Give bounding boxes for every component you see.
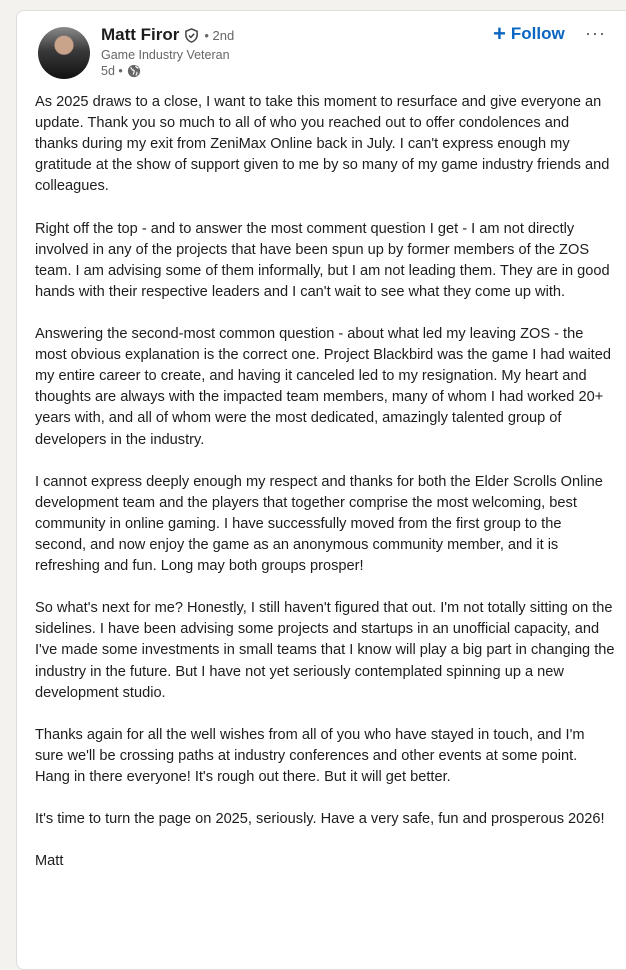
plus-icon: + <box>493 21 506 46</box>
post-card <box>16 10 626 970</box>
post-signature: Matt <box>35 853 64 870</box>
post-body <box>35 92 615 894</box>
globe-icon <box>127 64 141 78</box>
post-meta <box>101 64 141 78</box>
post-paragraph: I cannot express deeply enough my respect and thanks for both the Elder Scrolls Online development team and the players that together comprise the most welcoming, best community in online gaming. I have successfully moved from the first group to the second, and now enjoy the game as an anonymous community member, and it is refreshing and fun. Long may both groups prosper! <box>35 473 603 575</box>
post-paragraph: It's time to turn the page on 2025, seriously. Have a very safe, fun and prosperous 2026! <box>35 811 605 828</box>
author-headline: Game Industry Veteran <box>101 48 230 62</box>
author-avatar[interactable] <box>38 27 90 79</box>
post-paragraph: So what's next for me? Honestly, I still haven't figured that out. I'm not totally sitting on the sidelines. I have been advising some projects and startups in an unofficial capacity, and I've made some investments in small teams that I know will play a big part in changing the industry in the future. But I have not yet seriously contemplated spinning up a new development studio. <box>35 600 615 701</box>
post-paragraph: Answering the second-most common question - about what led my leaving ZOS - the most obvious explanation is the correct one. Project Blackbird was the game I had waited my entire career to create, and having it canceled led to my resignation. My heart and thoughts are always with the impacted team members, many of whom I had worked 20+ years with, and all of whom were the most dedicated, amazingly talented group of developers in the industry. <box>35 326 611 448</box>
follow-button[interactable] <box>493 23 565 45</box>
post-paragraph: Thanks again for all the well wishes from all of you who have stayed in touch, and I'm sure we'll be crossing paths at industry conferences and other events at some point. Hang in there everyone! It's rough out there. But it will get better. <box>35 726 585 785</box>
post-paragraph: Right off the top - and to answer the most comment question I get - I am not directly involved in any of the projects that have been spun up by former members of the ZOS team. I am advising some of them informally, but I am not leading them. They are in good hands with their respective leaders and I can't wait to see what they come up with. <box>35 220 610 300</box>
post-paragraph: As 2025 draws to a close, I want to take this moment to resurface and give everyone an update. Thank you so much to all of who you reached out to offer condolences and thanks during my exit from ZeniMax Online back in July. I can't express enough my gratitude at the show of support given to me by so many of my game industry friends and colleagues. <box>35 94 610 195</box>
author-name-row <box>101 25 234 45</box>
post-time: 5d • <box>101 64 123 78</box>
verified-shield-icon <box>184 28 199 43</box>
author-name[interactable]: Matt Firor <box>101 25 180 44</box>
connection-degree: • 2nd <box>204 27 235 43</box>
more-options-button[interactable]: ··· <box>585 23 606 43</box>
follow-label: Follow <box>510 24 565 43</box>
